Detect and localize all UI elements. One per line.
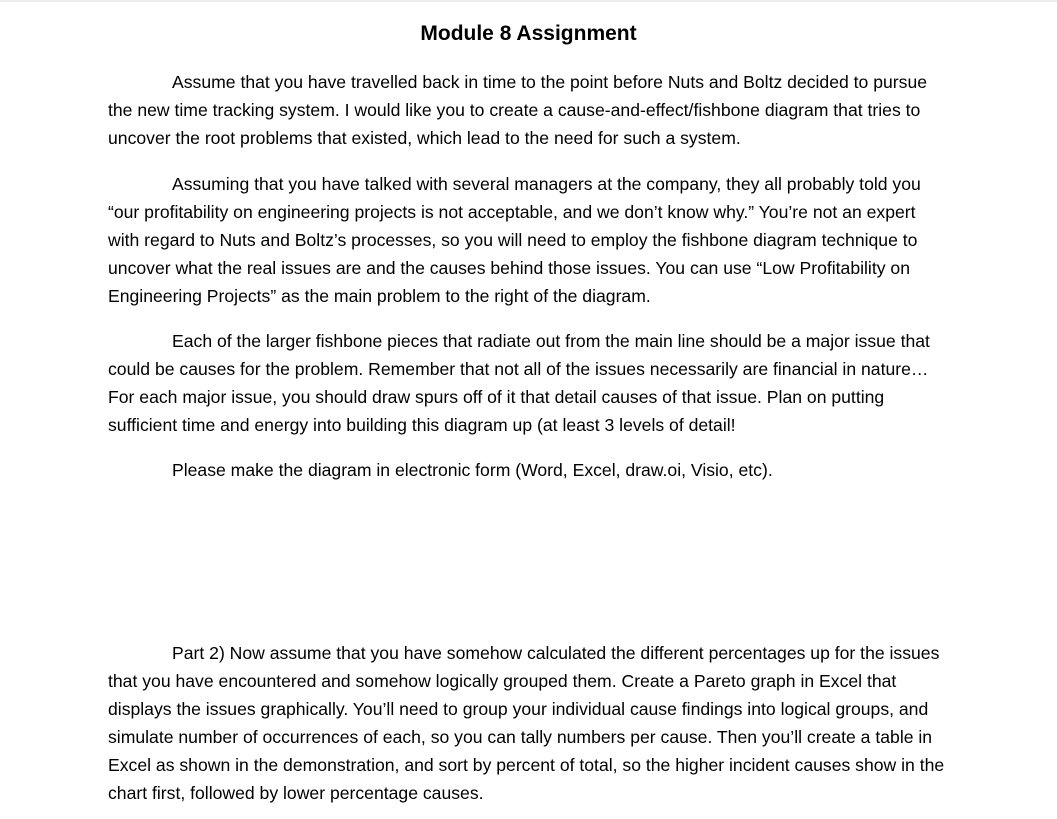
paragraph-fishbone-pieces: Each of the larger fishbone pieces that radiate out from the main line should be a major issue that could be causes for the problem. Remember that not all of the issues necessarily are financial in nature… For each major issue, you should draw spurs off of it that detail causes of that issue. Plan on putting sufficient time and energy into building this diagram up (at least 3 levels of detail! bbox=[108, 331, 930, 435]
paragraph-part-2: Part 2) Now assume that you have somehow calculated the different percentages up for the issues that you have encountered and somehow logically grouped them. Create a Pareto graph in Excel that displays the issues graphically. You’ll need to group your individual cause findings into logical groups, and simulate number of occurrences of each, so you can tally numbers per cause. Then you’ll create a table in Excel as shown in the demonstration, and sort by percent of total, so the higher incident causes show in the chart first, followed by lower percentage causes. bbox=[108, 643, 945, 803]
paragraph-electronic-form: Please make the diagram in electronic form (Word, Excel, draw.oi, Visio, etc). bbox=[172, 460, 773, 480]
page-top-edge bbox=[0, 0, 1057, 2]
page-title: Module 8 Assignment bbox=[420, 22, 637, 45]
paragraph-managers: Assuming that you have talked with several managers at the company, they all probably told you “our profitability on engineering projects is not acceptable, and we don’t know why.” You’re not an expert with regard to Nuts and Boltz’s processes, so you will need to employ the fishbone diagram technique to uncover what the real issues are and the causes behind those issues. You can use “Low Profitability on Engineering Projects” as the main problem to the right of the diagram. bbox=[108, 174, 921, 306]
paragraph-intro: Assume that you have travelled back in time to the point before Nuts and Boltz decided to pursue the new time tracking system. I would like you to create a cause-and-effect/fishbone diagram that tries to uncover the root problems that existed, which lead to the need for such a system. bbox=[108, 72, 928, 148]
